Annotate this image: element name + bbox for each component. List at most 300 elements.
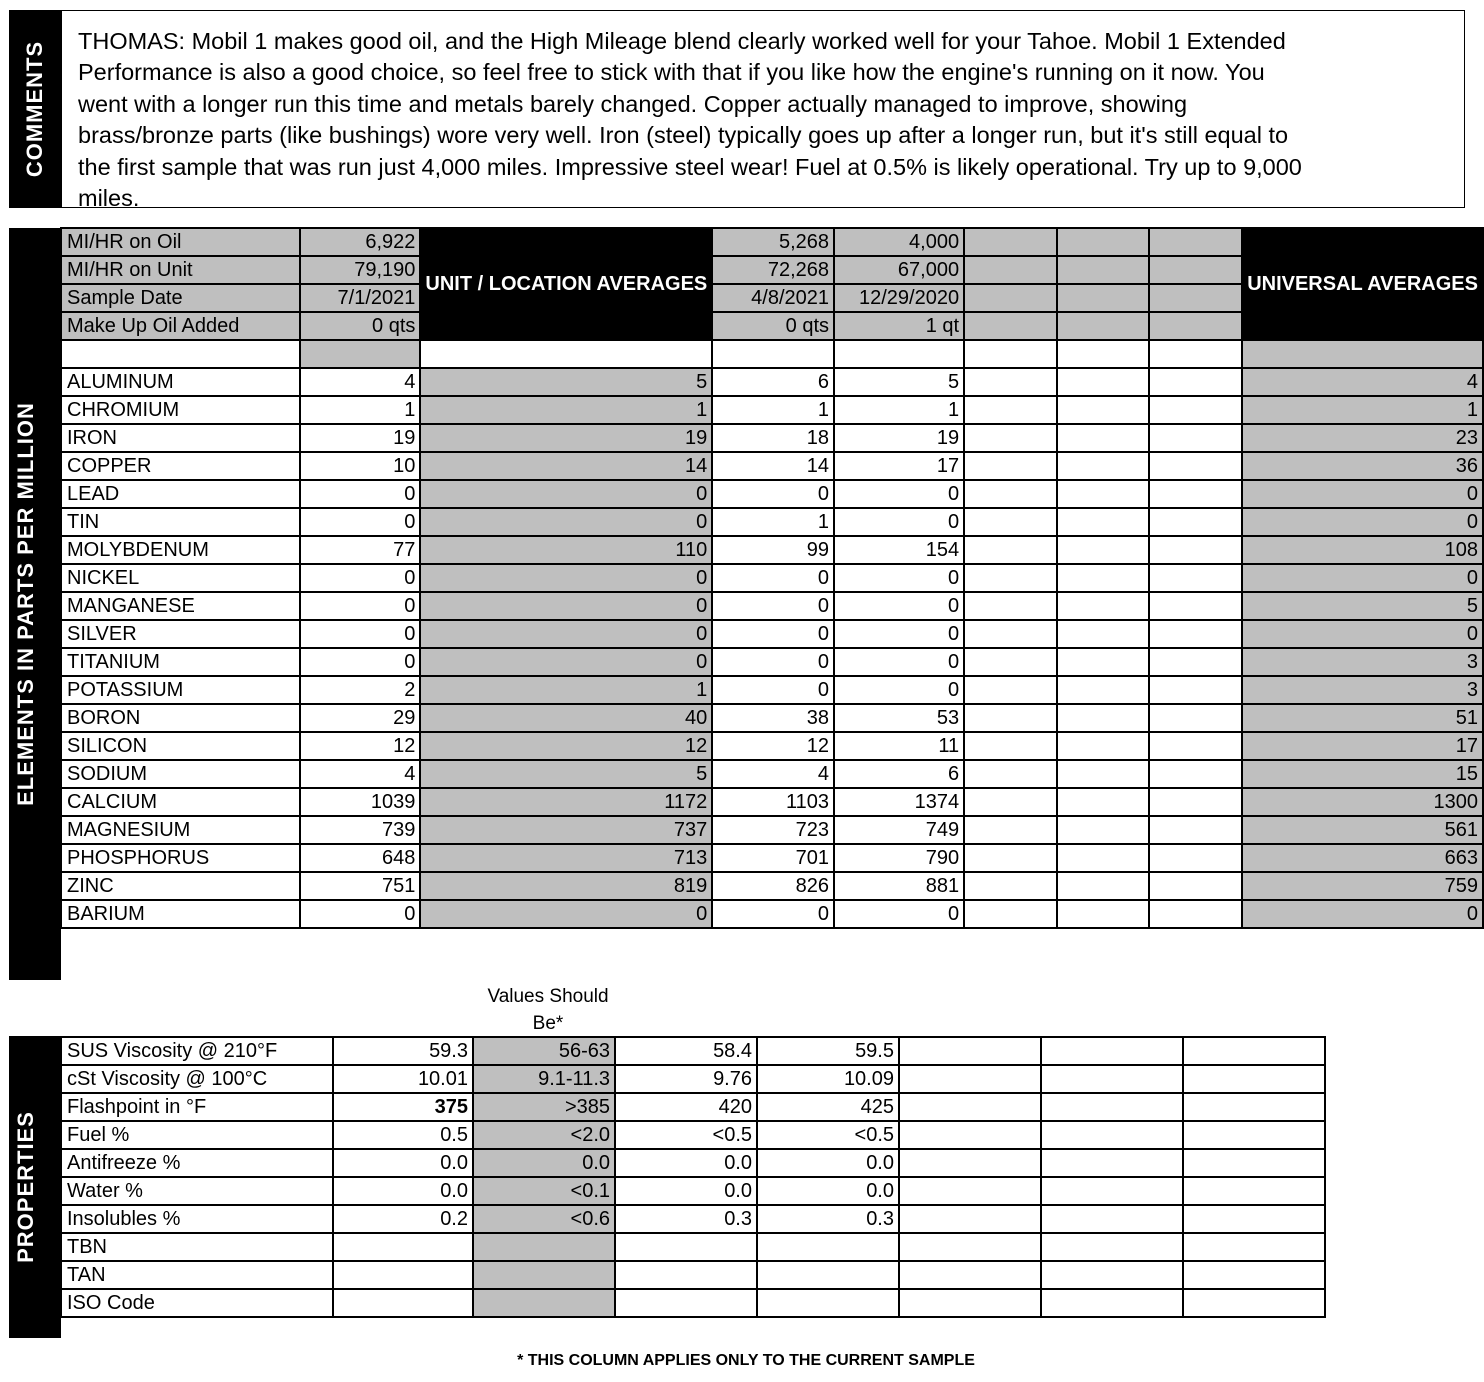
sample-2-value: 1103 bbox=[712, 788, 834, 816]
unit-average-value: 1 bbox=[420, 396, 712, 424]
current-sample-value: 79,190 bbox=[300, 256, 421, 284]
empty-sample-cell bbox=[964, 732, 1057, 760]
universal-averages-header: UNIVERSAL AVERAGES bbox=[1242, 228, 1483, 340]
sample-2-value: <0.5 bbox=[615, 1121, 757, 1149]
current-sample-value bbox=[333, 1233, 473, 1261]
current-sample-value: 1 bbox=[300, 396, 421, 424]
element-row bbox=[61, 676, 1483, 704]
values-should-be: <0.6 bbox=[473, 1205, 615, 1233]
sample-2-value: 1 bbox=[712, 508, 834, 536]
element-row bbox=[61, 536, 1483, 564]
sample-2-value: 0.0 bbox=[615, 1149, 757, 1177]
sample-2-value: 38 bbox=[712, 704, 834, 732]
universal-average-value: 0 bbox=[1242, 900, 1483, 928]
empty-sample-cell bbox=[1057, 368, 1150, 396]
empty-sample-cell bbox=[1041, 1149, 1183, 1177]
sample-3-value: 0 bbox=[834, 480, 964, 508]
element-row bbox=[61, 480, 1483, 508]
values-should-be: 9.1-11.3 bbox=[473, 1065, 615, 1093]
empty-sample-cell bbox=[1183, 1205, 1325, 1233]
sample-3-value: 19 bbox=[834, 424, 964, 452]
element-name: TITANIUM bbox=[61, 648, 300, 676]
sample-2-value bbox=[615, 1289, 757, 1317]
sample-2-value: 0 bbox=[712, 564, 834, 592]
element-name: MOLYBDENUM bbox=[61, 536, 300, 564]
element-name: BORON bbox=[61, 704, 300, 732]
sample-3-value: 790 bbox=[834, 844, 964, 872]
comments-label: COMMENTS bbox=[22, 40, 47, 178]
sample-3-value: 59.5 bbox=[757, 1037, 899, 1065]
empty-sample-cell bbox=[899, 1149, 1041, 1177]
empty-sample-cell bbox=[1057, 592, 1150, 620]
current-sample-value: 7/1/2021 bbox=[300, 284, 421, 312]
sample-3-value: 0 bbox=[834, 508, 964, 536]
empty-sample-cell bbox=[1057, 508, 1150, 536]
empty-sample-cell bbox=[899, 1093, 1041, 1121]
empty-cell bbox=[420, 340, 712, 368]
empty-sample-cell bbox=[1183, 1121, 1325, 1149]
current-sample-value: 0.2 bbox=[333, 1205, 473, 1233]
empty-sample-cell bbox=[964, 760, 1057, 788]
unit-average-value: 0 bbox=[420, 620, 712, 648]
property-name: Fuel % bbox=[61, 1121, 333, 1149]
current-sample-value: 0 bbox=[300, 592, 421, 620]
sample-2-value: 826 bbox=[712, 872, 834, 900]
current-sample-value: 1039 bbox=[300, 788, 421, 816]
current-sample-value: 4 bbox=[300, 760, 421, 788]
empty-sample-cell bbox=[1183, 1149, 1325, 1177]
property-name: Flashpoint in °F bbox=[61, 1093, 333, 1121]
property-row bbox=[61, 1037, 1325, 1065]
empty-sample-cell bbox=[1057, 312, 1150, 340]
comments-section bbox=[9, 10, 1465, 212]
sample-2-value: 14 bbox=[712, 452, 834, 480]
empty-sample-cell bbox=[964, 368, 1057, 396]
universal-average-value: 23 bbox=[1242, 424, 1483, 452]
empty-sample-cell bbox=[1057, 704, 1150, 732]
element-row bbox=[61, 452, 1483, 480]
current-sample-value: 0 bbox=[300, 900, 421, 928]
sample-3-value: 0 bbox=[834, 648, 964, 676]
property-row bbox=[61, 1233, 1325, 1261]
property-row bbox=[61, 1093, 1325, 1121]
universal-average-value: 759 bbox=[1242, 872, 1483, 900]
empty-sample-cell bbox=[1183, 1037, 1325, 1065]
empty-sample-cell bbox=[1183, 1065, 1325, 1093]
empty-sample-cell bbox=[964, 816, 1057, 844]
element-name: COPPER bbox=[61, 452, 300, 480]
current-sample-value: 0 bbox=[300, 480, 421, 508]
sample-2-value: 4 bbox=[712, 760, 834, 788]
empty-sample-cell bbox=[1057, 900, 1150, 928]
sample-3-value: 1 bbox=[834, 396, 964, 424]
element-row bbox=[61, 704, 1483, 732]
sample-3-value: 5 bbox=[834, 368, 964, 396]
unit-average-value: 40 bbox=[420, 704, 712, 732]
element-name: IRON bbox=[61, 424, 300, 452]
current-sample-value: 0 bbox=[300, 648, 421, 676]
sample-3-value bbox=[757, 1233, 899, 1261]
empty-sample-cell bbox=[1057, 788, 1150, 816]
empty-sample-cell bbox=[964, 648, 1057, 676]
element-name: LEAD bbox=[61, 480, 300, 508]
unit-average-value: 0 bbox=[420, 592, 712, 620]
universal-average-value: 3 bbox=[1242, 648, 1483, 676]
current-sample-value: 0 qts bbox=[300, 312, 421, 340]
sample-3-value: 0 bbox=[834, 592, 964, 620]
current-sample-value: 739 bbox=[300, 816, 421, 844]
sample-2-value: 701 bbox=[712, 844, 834, 872]
sample-2-value bbox=[615, 1233, 757, 1261]
sample-3-value: 17 bbox=[834, 452, 964, 480]
properties-table bbox=[60, 1036, 1326, 1318]
sample-2-value: 0.3 bbox=[615, 1205, 757, 1233]
sample-2-value: 420 bbox=[615, 1093, 757, 1121]
universal-average-value: 0 bbox=[1242, 620, 1483, 648]
properties-side-label: PROPERTIES bbox=[13, 1111, 38, 1263]
sample-2-value: 5,268 bbox=[712, 228, 834, 256]
sample-2-value: 4/8/2021 bbox=[712, 284, 834, 312]
sample-3-value: 0.3 bbox=[757, 1205, 899, 1233]
header-row bbox=[61, 228, 1483, 256]
unit-average-value: 819 bbox=[420, 872, 712, 900]
element-row bbox=[61, 396, 1483, 424]
empty-sample-cell bbox=[1183, 1233, 1325, 1261]
unit-average-value: 19 bbox=[420, 424, 712, 452]
empty-sample-cell bbox=[1041, 1233, 1183, 1261]
element-row bbox=[61, 508, 1483, 536]
empty-sample-cell bbox=[1057, 816, 1150, 844]
empty-sample-cell bbox=[1041, 1205, 1183, 1233]
empty-sample-cell bbox=[899, 1205, 1041, 1233]
empty-sample-cell bbox=[1057, 564, 1150, 592]
empty-sample-cell bbox=[899, 1065, 1041, 1093]
unit-average-value: 12 bbox=[420, 732, 712, 760]
empty-sample-cell bbox=[1183, 1093, 1325, 1121]
unit-average-value: 1172 bbox=[420, 788, 712, 816]
empty-sample-cell bbox=[964, 900, 1057, 928]
values-should-be: 0.0 bbox=[473, 1149, 615, 1177]
empty-sample-cell bbox=[1041, 1261, 1183, 1289]
sample-3-value: 0 bbox=[834, 620, 964, 648]
current-sample-value: 77 bbox=[300, 536, 421, 564]
empty-sample-cell bbox=[1149, 760, 1242, 788]
element-row bbox=[61, 872, 1483, 900]
element-row bbox=[61, 732, 1483, 760]
comments-text: THOMAS: Mobil 1 makes good oil, and the High Mileage blend clearly worked well for your Tahoe. Mobil 1 Extended Performance is also a good choice, so feel free to stick with that if you like how the engine's running on it now. You went with a longer run this time and metals barely changed. Copper actually managed to improve, showing brass/bronze parts (like bushings) wore very well. Iron (steel) typically goes up after a longer run, but it's still equal to the first sample that was run just 4,000 miles. Impressive steel wear! Fuel at 0.5% is likely operational. Try up to 9,000 miles. bbox=[78, 28, 1302, 212]
empty-sample-cell bbox=[964, 620, 1057, 648]
empty-sample-cell bbox=[899, 1233, 1041, 1261]
empty-sample-cell bbox=[1057, 844, 1150, 872]
empty-sample-cell bbox=[1057, 620, 1150, 648]
element-row bbox=[61, 648, 1483, 676]
unit-average-value: 14 bbox=[420, 452, 712, 480]
universal-average-value: 0 bbox=[1242, 480, 1483, 508]
property-name: Antifreeze % bbox=[61, 1149, 333, 1177]
sample-3-value: 425 bbox=[757, 1093, 899, 1121]
empty-sample-cell bbox=[964, 592, 1057, 620]
sample-2-value: 0 bbox=[712, 900, 834, 928]
unit-average-value: 0 bbox=[420, 900, 712, 928]
sample-3-value bbox=[757, 1261, 899, 1289]
property-row bbox=[61, 1261, 1325, 1289]
current-sample-value: 648 bbox=[300, 844, 421, 872]
universal-average-value: 3 bbox=[1242, 676, 1483, 704]
empty-sample-cell bbox=[1057, 536, 1150, 564]
empty-sample-cell bbox=[1041, 1289, 1183, 1317]
element-row bbox=[61, 816, 1483, 844]
universal-average-value: 663 bbox=[1242, 844, 1483, 872]
universal-average-value: 1 bbox=[1242, 396, 1483, 424]
empty-sample-cell bbox=[1041, 1037, 1183, 1065]
empty-sample-cell bbox=[1041, 1093, 1183, 1121]
element-name: CALCIUM bbox=[61, 788, 300, 816]
empty-sample-cell bbox=[1149, 592, 1242, 620]
empty-cell bbox=[1242, 340, 1483, 368]
empty-sample-cell bbox=[1057, 396, 1150, 424]
values-should-be: 56-63 bbox=[473, 1037, 615, 1065]
empty-sample-cell bbox=[964, 284, 1057, 312]
element-row bbox=[61, 592, 1483, 620]
element-row bbox=[61, 788, 1483, 816]
current-sample-value: 0 bbox=[300, 508, 421, 536]
empty-sample-cell bbox=[1057, 284, 1150, 312]
empty-sample-cell bbox=[1149, 816, 1242, 844]
empty-sample-cell bbox=[1183, 1261, 1325, 1289]
sample-2-value: 0 bbox=[712, 592, 834, 620]
sample-3-value: 11 bbox=[834, 732, 964, 760]
element-name: MAGNESIUM bbox=[61, 816, 300, 844]
universal-average-value: 36 bbox=[1242, 452, 1483, 480]
empty-sample-cell bbox=[1149, 788, 1242, 816]
empty-sample-cell bbox=[899, 1177, 1041, 1205]
sample-2-value: 9.76 bbox=[615, 1065, 757, 1093]
header-label: MI/HR on Oil bbox=[61, 228, 300, 256]
property-row bbox=[61, 1205, 1325, 1233]
empty-sample-cell bbox=[1041, 1065, 1183, 1093]
empty-sample-cell bbox=[1149, 508, 1242, 536]
sample-3-value: 1 qt bbox=[834, 312, 964, 340]
element-row bbox=[61, 760, 1483, 788]
spacer-row bbox=[61, 340, 1483, 368]
empty-sample-cell bbox=[1057, 228, 1150, 256]
empty-sample-cell bbox=[964, 676, 1057, 704]
property-name: TAN bbox=[61, 1261, 333, 1289]
values-should-be: <2.0 bbox=[473, 1121, 615, 1149]
empty-sample-cell bbox=[1149, 704, 1242, 732]
current-sample-value: 0 bbox=[300, 564, 421, 592]
sample-2-value: 58.4 bbox=[615, 1037, 757, 1065]
sample-3-value: 749 bbox=[834, 816, 964, 844]
property-row bbox=[61, 1065, 1325, 1093]
unit-location-averages-header: UNIT / LOCATION AVERAGES bbox=[420, 228, 712, 340]
empty-sample-cell bbox=[1149, 844, 1242, 872]
empty-sample-cell bbox=[964, 872, 1057, 900]
empty-cell bbox=[712, 340, 834, 368]
current-sample-value: 4 bbox=[300, 368, 421, 396]
sample-2-value: 0 bbox=[712, 480, 834, 508]
sample-2-value: 6 bbox=[712, 368, 834, 396]
sample-3-value: 0 bbox=[834, 900, 964, 928]
empty-sample-cell bbox=[1149, 676, 1242, 704]
universal-average-value: 51 bbox=[1242, 704, 1483, 732]
empty-sample-cell bbox=[964, 480, 1057, 508]
element-row bbox=[61, 620, 1483, 648]
empty-sample-cell bbox=[1041, 1121, 1183, 1149]
empty-sample-cell bbox=[1149, 872, 1242, 900]
values-should-be bbox=[473, 1233, 615, 1261]
sample-2-value: 0 bbox=[712, 620, 834, 648]
empty-sample-cell bbox=[964, 424, 1057, 452]
unit-average-value: 737 bbox=[420, 816, 712, 844]
values-should-be: >385 bbox=[473, 1093, 615, 1121]
element-row bbox=[61, 424, 1483, 452]
empty-sample-cell bbox=[1057, 648, 1150, 676]
empty-sample-cell bbox=[1057, 732, 1150, 760]
sample-2-value: 0 qts bbox=[712, 312, 834, 340]
empty-sample-cell bbox=[964, 228, 1057, 256]
footnote: * THIS COLUMN APPLIES ONLY TO THE CURRENT SAMPLE bbox=[517, 1352, 975, 1369]
empty-sample-cell bbox=[1149, 900, 1242, 928]
empty-sample-cell bbox=[1149, 564, 1242, 592]
empty-sample-cell bbox=[1149, 620, 1242, 648]
sample-3-value: 6 bbox=[834, 760, 964, 788]
empty-sample-cell bbox=[899, 1289, 1041, 1317]
element-row bbox=[61, 844, 1483, 872]
sample-3-value: 1374 bbox=[834, 788, 964, 816]
sample-2-value: 0 bbox=[712, 648, 834, 676]
element-name: PHOSPHORUS bbox=[61, 844, 300, 872]
unit-average-value: 5 bbox=[420, 760, 712, 788]
element-row bbox=[61, 564, 1483, 592]
sample-3-value: 67,000 bbox=[834, 256, 964, 284]
values-should-be: <0.1 bbox=[473, 1177, 615, 1205]
empty-sample-cell bbox=[1057, 676, 1150, 704]
current-sample-value: 2 bbox=[300, 676, 421, 704]
current-sample-value: 0.0 bbox=[333, 1177, 473, 1205]
empty-cell bbox=[1149, 340, 1242, 368]
empty-cell bbox=[1057, 340, 1150, 368]
element-row bbox=[61, 368, 1483, 396]
sample-2-value: 1 bbox=[712, 396, 834, 424]
element-name: POTASSIUM bbox=[61, 676, 300, 704]
empty-sample-cell bbox=[964, 508, 1057, 536]
empty-cell bbox=[61, 340, 300, 368]
empty-sample-cell bbox=[1183, 1177, 1325, 1205]
sample-3-value: 881 bbox=[834, 872, 964, 900]
empty-sample-cell bbox=[964, 312, 1057, 340]
sample-3-value: 12/29/2020 bbox=[834, 284, 964, 312]
empty-sample-cell bbox=[964, 536, 1057, 564]
sample-3-value: 10.09 bbox=[757, 1065, 899, 1093]
empty-sample-cell bbox=[1183, 1289, 1325, 1317]
sample-3-value: <0.5 bbox=[757, 1121, 899, 1149]
element-name: SILVER bbox=[61, 620, 300, 648]
sample-2-value: 0.0 bbox=[615, 1177, 757, 1205]
empty-sample-cell bbox=[1149, 452, 1242, 480]
unit-average-value: 0 bbox=[420, 508, 712, 536]
sample-3-value: 0 bbox=[834, 676, 964, 704]
empty-sample-cell bbox=[1149, 396, 1242, 424]
sample-2-value: 72,268 bbox=[712, 256, 834, 284]
empty-sample-cell bbox=[1149, 480, 1242, 508]
values-should-be bbox=[473, 1289, 615, 1317]
current-sample-value: 751 bbox=[300, 872, 421, 900]
universal-average-value: 15 bbox=[1242, 760, 1483, 788]
empty-sample-cell bbox=[1057, 480, 1150, 508]
empty-cell bbox=[964, 340, 1057, 368]
unit-average-value: 110 bbox=[420, 536, 712, 564]
empty-cell bbox=[300, 340, 421, 368]
unit-average-value: 5 bbox=[420, 368, 712, 396]
current-sample-value: 0.0 bbox=[333, 1149, 473, 1177]
empty-sample-cell bbox=[964, 396, 1057, 424]
current-sample-value: 0.5 bbox=[333, 1121, 473, 1149]
universal-average-value: 4 bbox=[1242, 368, 1483, 396]
element-name: TIN bbox=[61, 508, 300, 536]
empty-sample-cell bbox=[1149, 536, 1242, 564]
empty-sample-cell bbox=[1057, 452, 1150, 480]
element-name: ZINC bbox=[61, 872, 300, 900]
element-name: NICKEL bbox=[61, 564, 300, 592]
property-row bbox=[61, 1121, 1325, 1149]
universal-average-value: 0 bbox=[1242, 508, 1483, 536]
sample-2-value: 18 bbox=[712, 424, 834, 452]
current-sample-value: 19 bbox=[300, 424, 421, 452]
universal-average-value: 17 bbox=[1242, 732, 1483, 760]
empty-sample-cell bbox=[964, 256, 1057, 284]
element-name: SILICON bbox=[61, 732, 300, 760]
current-sample-value: 10 bbox=[300, 452, 421, 480]
property-row bbox=[61, 1149, 1325, 1177]
property-name: TBN bbox=[61, 1233, 333, 1261]
empty-sample-cell bbox=[1041, 1177, 1183, 1205]
sample-2-value: 12 bbox=[712, 732, 834, 760]
empty-sample-cell bbox=[1149, 648, 1242, 676]
current-sample-value: 375 bbox=[333, 1093, 473, 1121]
header-label: Sample Date bbox=[61, 284, 300, 312]
unit-average-value: 713 bbox=[420, 844, 712, 872]
element-row bbox=[61, 900, 1483, 928]
unit-average-value: 0 bbox=[420, 480, 712, 508]
values-should-be bbox=[473, 1261, 615, 1289]
empty-sample-cell bbox=[1149, 284, 1242, 312]
property-name: Water % bbox=[61, 1177, 333, 1205]
empty-sample-cell bbox=[964, 788, 1057, 816]
element-name: BARIUM bbox=[61, 900, 300, 928]
element-name: CHROMIUM bbox=[61, 396, 300, 424]
empty-sample-cell bbox=[899, 1037, 1041, 1065]
property-name: Insolubles % bbox=[61, 1205, 333, 1233]
empty-sample-cell bbox=[1057, 424, 1150, 452]
element-name: MANGANESE bbox=[61, 592, 300, 620]
universal-average-value: 108 bbox=[1242, 536, 1483, 564]
property-name: cSt Viscosity @ 100°C bbox=[61, 1065, 333, 1093]
sample-2-value: 0 bbox=[712, 676, 834, 704]
current-sample-value: 59.3 bbox=[333, 1037, 473, 1065]
element-name: SODIUM bbox=[61, 760, 300, 788]
values-should-be-note: Values Should Be* bbox=[487, 986, 609, 1034]
current-sample-value: 12 bbox=[300, 732, 421, 760]
sample-3-value: 53 bbox=[834, 704, 964, 732]
elements-side-label: ELEMENTS IN PARTS PER MILLION bbox=[13, 402, 38, 806]
empty-sample-cell bbox=[899, 1261, 1041, 1289]
sample-3-value: 154 bbox=[834, 536, 964, 564]
universal-average-value: 561 bbox=[1242, 816, 1483, 844]
header-label: MI/HR on Unit bbox=[61, 256, 300, 284]
sample-3-value: 0.0 bbox=[757, 1177, 899, 1205]
sample-2-value: 723 bbox=[712, 816, 834, 844]
